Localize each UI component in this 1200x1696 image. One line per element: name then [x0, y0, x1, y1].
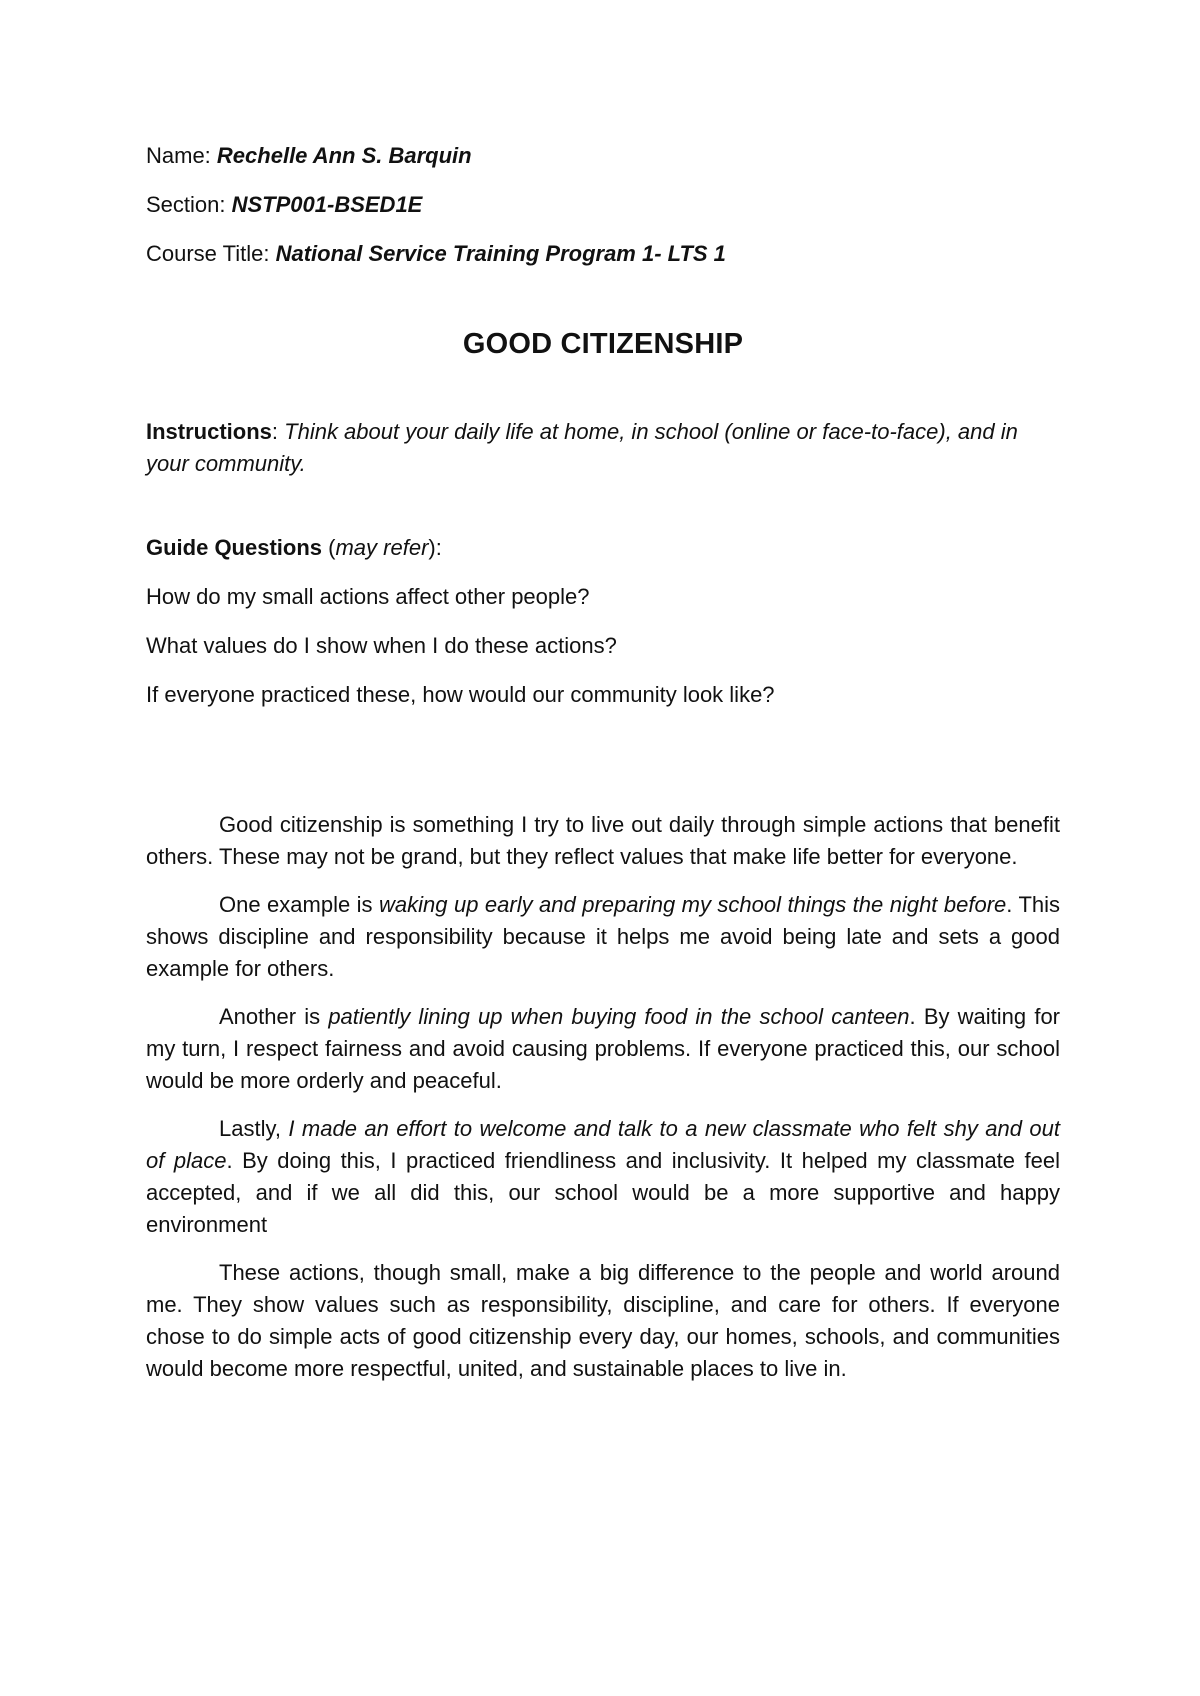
p4-italic: I made an effort to welcome and talk to a new classmate who felt shy and out of place — [146, 1116, 1061, 1173]
course-title-value: National Service Training Program 1- LTS 1 — [275, 241, 726, 266]
p4-start: Lastly, — [219, 1116, 289, 1141]
name-line — [146, 140, 1060, 172]
p2-italic: waking up early and preparing my school things the night before — [379, 892, 1007, 917]
p4-end: . By doing this, I practiced friendliness and inclusivity. It helped my classmate feel accepted, and if we all did this, our school would be a more supportive and happy environment — [146, 1148, 1060, 1237]
guide-questions-label: Guide Questions — [146, 535, 323, 560]
p2-end: . This shows discipline and responsibility because it helps me avoid being late and sets a good example for others. — [146, 892, 1061, 981]
section-line — [146, 189, 1060, 221]
instructions — [146, 416, 1060, 480]
p3-start: Another is — [219, 1004, 329, 1029]
instructions-text: Think about your daily life at home, in school (online or face-to-face), and in your community. — [146, 419, 1018, 476]
name-value: Rechelle Ann S. Barquin — [216, 143, 472, 168]
guide-question-1: How do my small actions affect other people? — [146, 584, 590, 609]
guide-question-2: What values do I show when I do these actions? — [146, 633, 617, 658]
document-title: GOOD CITIZENSHIP — [462, 328, 744, 360]
guide-open-paren: ( — [322, 535, 336, 560]
p2-start: One example is — [219, 892, 380, 917]
instructions-label: Instructions — [146, 419, 272, 444]
essay-paragraph-2 — [146, 889, 1060, 985]
p3-italic: patiently lining up when buying food in the school canteen — [328, 1004, 910, 1029]
essay-paragraph-5: These actions, though small, make a big difference to the people and world around me. They show values such as responsibility, discipline, and care for others. If everyone chose to do simple acts of good citizenship every day, our homes, schools, and communities would become more respectful, united, and sustainable places to live in. — [146, 1260, 1060, 1381]
essay-body — [146, 809, 1060, 1385]
section-label: Section: — [146, 192, 232, 217]
name-label: Name: — [146, 143, 217, 168]
guide-close-paren: ): — [428, 535, 442, 560]
course-title-line — [146, 238, 1060, 270]
guide-question-3: If everyone practiced these, how would our community look like? — [146, 682, 775, 707]
essay-paragraph-4 — [146, 1113, 1060, 1241]
guide-note: may refer — [335, 535, 429, 560]
instructions-colon: : — [271, 419, 285, 444]
p3-end: . By waiting for my turn, I respect fairness and avoid causing problems. If everyone practiced this, our school would be more orderly and peaceful. — [146, 1004, 1061, 1093]
course-title-label: Course Title: — [146, 241, 276, 266]
essay-paragraph-3 — [146, 1001, 1060, 1097]
guide-questions-heading — [146, 532, 1060, 564]
document-page — [146, 140, 1060, 1401]
essay-paragraph-1: Good citizenship is something I try to live out daily through simple actions that benefit others. These may not be grand, but they reflect values that make life better for everyone. — [146, 812, 1060, 869]
section-value: NSTP001-BSED1E — [231, 192, 423, 217]
